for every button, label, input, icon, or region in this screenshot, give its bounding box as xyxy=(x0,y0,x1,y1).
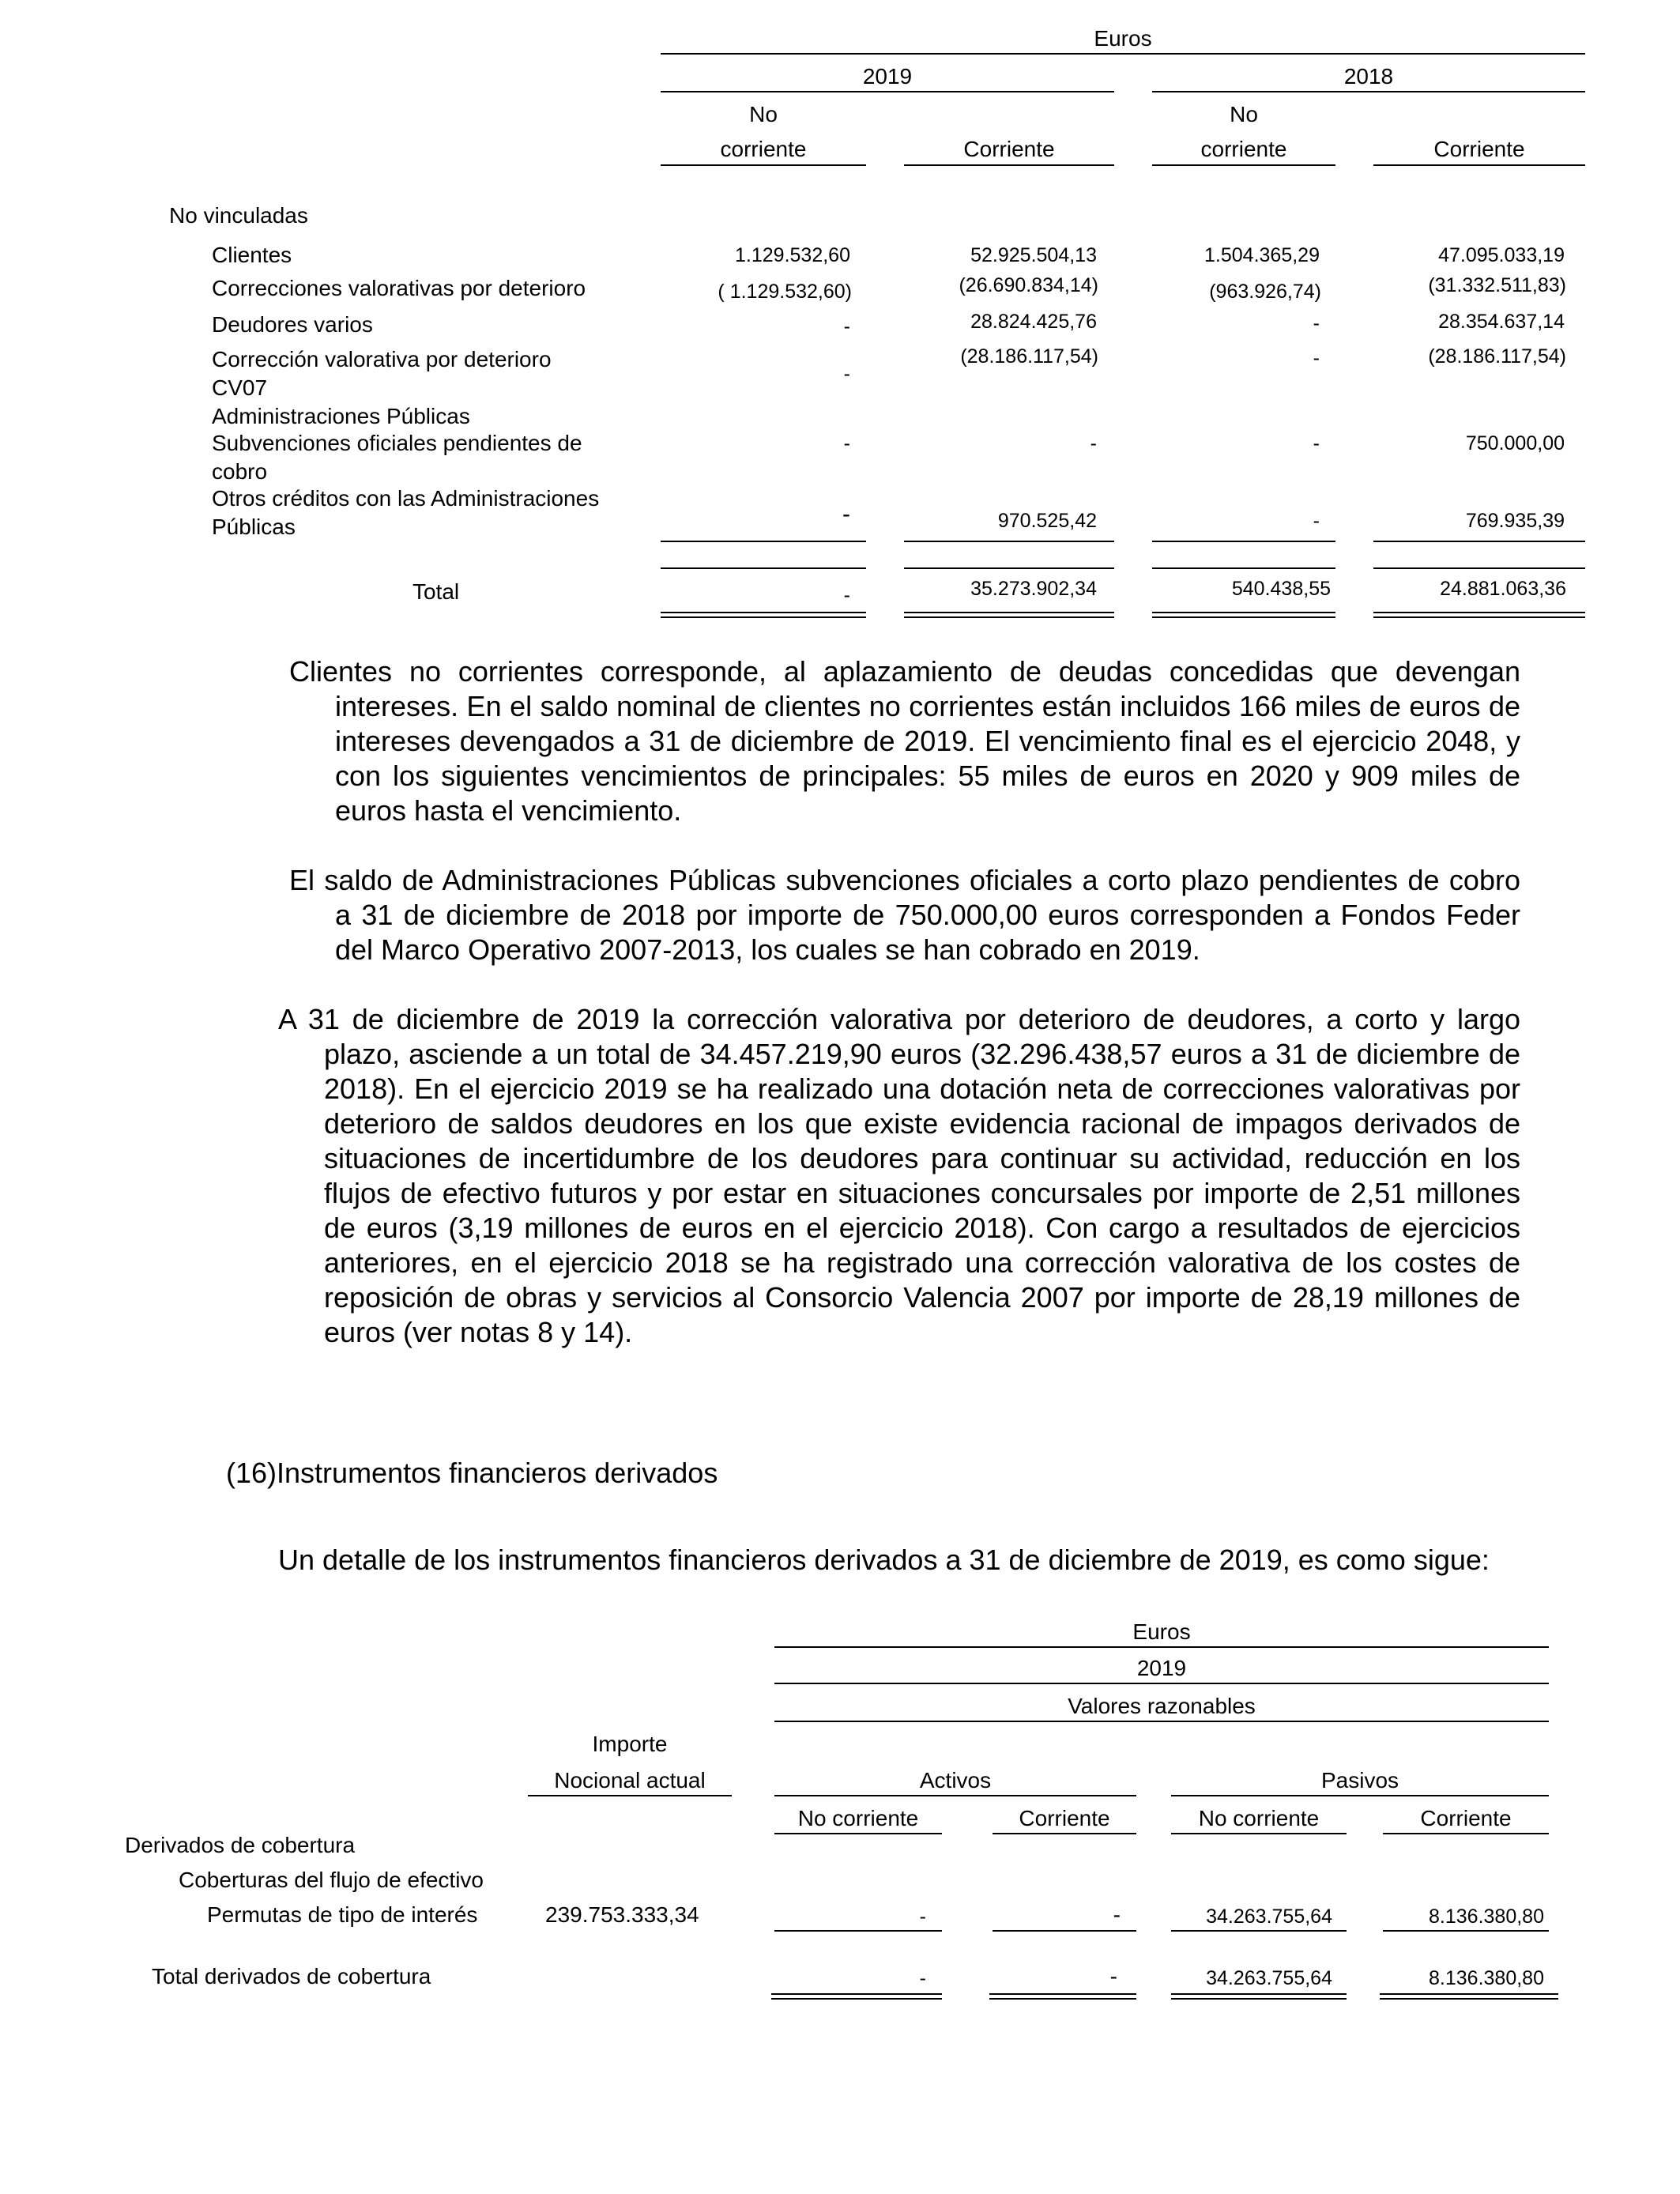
row-label: cobro xyxy=(212,459,268,484)
rule xyxy=(774,1930,942,1932)
rule xyxy=(993,1930,1136,1932)
total-cell: 8.136.380,80 xyxy=(1429,1967,1544,1989)
double-rule xyxy=(1152,612,1335,618)
subgroup-label: Coberturas del flujo de efectivo xyxy=(179,1868,484,1892)
cell: 52.925.504,13 xyxy=(970,244,1097,266)
col-header-nocional: Nocional actual xyxy=(554,1768,706,1793)
cell: - xyxy=(1313,510,1320,532)
total-label: Total xyxy=(412,579,460,604)
rule xyxy=(1373,541,1585,542)
row-label: Públicas xyxy=(212,515,296,539)
cell: - xyxy=(1313,312,1320,334)
cell: (31.332.511,83) xyxy=(1428,274,1566,296)
rule xyxy=(661,541,866,542)
rule xyxy=(904,567,1114,569)
col-header-activos-corriente: Corriente xyxy=(1019,1806,1110,1830)
total-cell: - xyxy=(843,584,850,606)
paragraph-administraciones-publicas: El saldo de Administraciones Públicas subvenciones oficiales a corto plazo pendientes de cobro a 31 de diciembre de 2018 por importe de 750.000,00 euros corresponden a Fondos Feder del Marco Operativo 2007-2013, los cuales se han cobrado en 2019. xyxy=(289,864,1520,966)
row-label: Deudores varios xyxy=(212,312,373,337)
cell: - xyxy=(843,363,850,385)
rule xyxy=(661,53,1585,55)
col-header-importe: Importe xyxy=(592,1732,668,1756)
cell: 1.504.365,29 xyxy=(1204,244,1320,266)
cell: 750.000,00 xyxy=(1465,432,1565,454)
rule xyxy=(1152,91,1585,92)
cell: - xyxy=(1113,1902,1121,1927)
table1-unit-header: Euros xyxy=(1094,26,1152,51)
cell: - xyxy=(1313,347,1320,369)
cell: - xyxy=(843,315,850,337)
col-header-corriente-lower-2019: corriente xyxy=(720,137,807,161)
cell: 970.525,42 xyxy=(997,510,1097,532)
paragraph-clientes-no-corrientes: Clientes no corrientes corresponde, al aplazamiento de deudas concedidas que devengan intereses. En el saldo nominal de clientes no corrientes están incluidos 166 miles de euros de intereses devengados a 31 de diciembre de 2019. El vencimiento final es el ejercicio 2048, y con los siguientes vencimientos de principales: 55 miles de euros en 2020 y 909 miles de euros hasta el vencimiento. xyxy=(289,655,1520,827)
cell: (28.186.117,54) xyxy=(1428,345,1566,368)
rule xyxy=(1152,567,1335,569)
rule xyxy=(1373,567,1585,569)
cell: (26.690.834,14) xyxy=(959,274,1098,296)
row-label: CV07 xyxy=(212,375,268,400)
rule xyxy=(1171,1833,1347,1834)
row-label: Corrección valorativa por deterioro xyxy=(212,347,552,371)
total-cell: 540.438,55 xyxy=(1231,578,1331,600)
cell: - xyxy=(919,1906,926,1928)
rule xyxy=(1383,1930,1549,1932)
rule xyxy=(774,1833,942,1834)
section-intro: Un detalle de los instrumentos financieros derivados a 31 de diciembre de 2019, es como sigue: xyxy=(278,1544,1490,1576)
rule xyxy=(661,91,1114,92)
col-header-pasivos: Pasivos xyxy=(1320,1768,1399,1793)
col-header-pasivos-corriente: Corriente xyxy=(1420,1806,1512,1830)
double-rule xyxy=(661,612,866,618)
col-header-corriente-2018: Corriente xyxy=(1433,137,1525,161)
cell: ( 1.129.532,60) xyxy=(718,281,852,303)
double-rule xyxy=(771,1993,942,2000)
cell: 769.935,39 xyxy=(1465,510,1565,532)
col-header-activos-no-corriente: No corriente xyxy=(797,1806,919,1830)
table1-year-2018: 2018 xyxy=(1343,64,1394,89)
rule xyxy=(1383,1833,1549,1834)
section-heading xyxy=(226,1456,718,1491)
total-label: Total derivados de cobertura xyxy=(152,1964,431,1989)
paragraph-correccion-valorativa: A 31 de diciembre de 2019 la corrección valorativa por deterioro de deudores, a corto y largo plazo, asciende a un total de 34.457.219,90 euros (32.296.438,57 euros a 31 de diciembre de 2018). En el ejercicio 2019 se ha realizado una dotación neta de correcciones valorativas por deterioro de saldos deudores en los que existe evidencia racional de impagos derivados de situaciones de incertidumbre de los deudores para continuar su actividad, reducción en los flujos de efectivo futuros y por estar en situaciones concursales por importe de 2,51 millones de euros (3,19 millones de euros en el ejercicio 2018). Con cargo a resultados de ejercicios anteriores, en el ejercicio 2018 se ha registrado una corrección valorativa de los costes de reposición de obras y servicios al Consorcio Valencia 2007 por importe de 28,19 millones de euros (ver notas 8 y 14). xyxy=(278,1003,1520,1348)
cell: - xyxy=(843,432,850,454)
double-rule xyxy=(989,1993,1136,2000)
cell: - xyxy=(842,501,850,527)
double-rule xyxy=(1380,1993,1558,2000)
cell: - xyxy=(1090,432,1097,454)
total-cell: 24.881.063,36 xyxy=(1440,578,1566,600)
cell: 1.129.532,60 xyxy=(735,244,850,266)
rule xyxy=(774,1683,1549,1684)
row-label: Administraciones Públicas xyxy=(212,404,470,428)
cell: - xyxy=(1313,432,1320,454)
rule xyxy=(1373,164,1585,166)
rule xyxy=(528,1795,732,1796)
section-title: Instrumentos financieros derivados xyxy=(277,1457,718,1489)
double-rule xyxy=(1373,612,1585,618)
total-cell: 34.263.755,64 xyxy=(1206,1967,1332,1989)
row-label: Permutas de tipo de interés xyxy=(207,1902,478,1927)
row-label: Correcciones valorativas por deterioro xyxy=(212,276,586,300)
total-cell: - xyxy=(1109,1964,1117,1989)
cell: (963.926,74) xyxy=(1209,281,1321,303)
rule xyxy=(1171,1930,1347,1932)
total-cell: 35.273.902,34 xyxy=(970,578,1097,600)
rule xyxy=(904,164,1114,166)
rule xyxy=(904,541,1114,542)
col-header-activos: Activos xyxy=(919,1768,992,1793)
total-cell: - xyxy=(919,1967,926,1989)
row-label: Subvenciones oficiales pendientes de xyxy=(212,431,582,455)
cell: 28.824.425,76 xyxy=(970,311,1097,333)
group-label: No vinculadas xyxy=(169,203,308,228)
rule xyxy=(1171,1795,1549,1796)
rule xyxy=(1152,164,1335,166)
col-header-no-2019: No xyxy=(749,102,778,126)
table2-year: 2019 xyxy=(1136,1656,1187,1680)
rule xyxy=(993,1833,1136,1834)
cell: 34.263.755,64 xyxy=(1206,1906,1332,1928)
rule xyxy=(661,164,866,166)
cell: (28.186.117,54) xyxy=(960,345,1098,368)
col-header-corriente-2019: Corriente xyxy=(963,137,1055,161)
col-header-no-2018: No xyxy=(1230,102,1258,126)
cell: 28.354.637,14 xyxy=(1438,311,1565,333)
table1-year-2019: 2019 xyxy=(862,64,913,89)
rule xyxy=(774,1646,1549,1648)
cell: 47.095.033,19 xyxy=(1438,244,1565,266)
rule xyxy=(1152,541,1335,542)
row-label: Otros créditos con las Administraciones xyxy=(212,486,600,511)
double-rule xyxy=(904,612,1114,618)
table2-unit-header: Euros xyxy=(1132,1619,1191,1644)
double-rule xyxy=(1171,1993,1347,2000)
cell: 8.136.380,80 xyxy=(1429,1906,1544,1928)
table2-valores-razonables: Valores razonables xyxy=(1068,1694,1256,1718)
row-label: Clientes xyxy=(212,243,292,267)
rule xyxy=(661,567,866,569)
rule xyxy=(774,1795,1136,1796)
col-header-pasivos-no-corriente: No corriente xyxy=(1198,1806,1320,1830)
cell-nocional: 239.753.333,34 xyxy=(545,1902,699,1927)
col-header-corriente-lower-2018: corriente xyxy=(1200,137,1287,161)
rule xyxy=(774,1721,1549,1722)
group-label: Derivados de cobertura xyxy=(125,1833,356,1857)
section-number: (16) xyxy=(226,1457,277,1489)
